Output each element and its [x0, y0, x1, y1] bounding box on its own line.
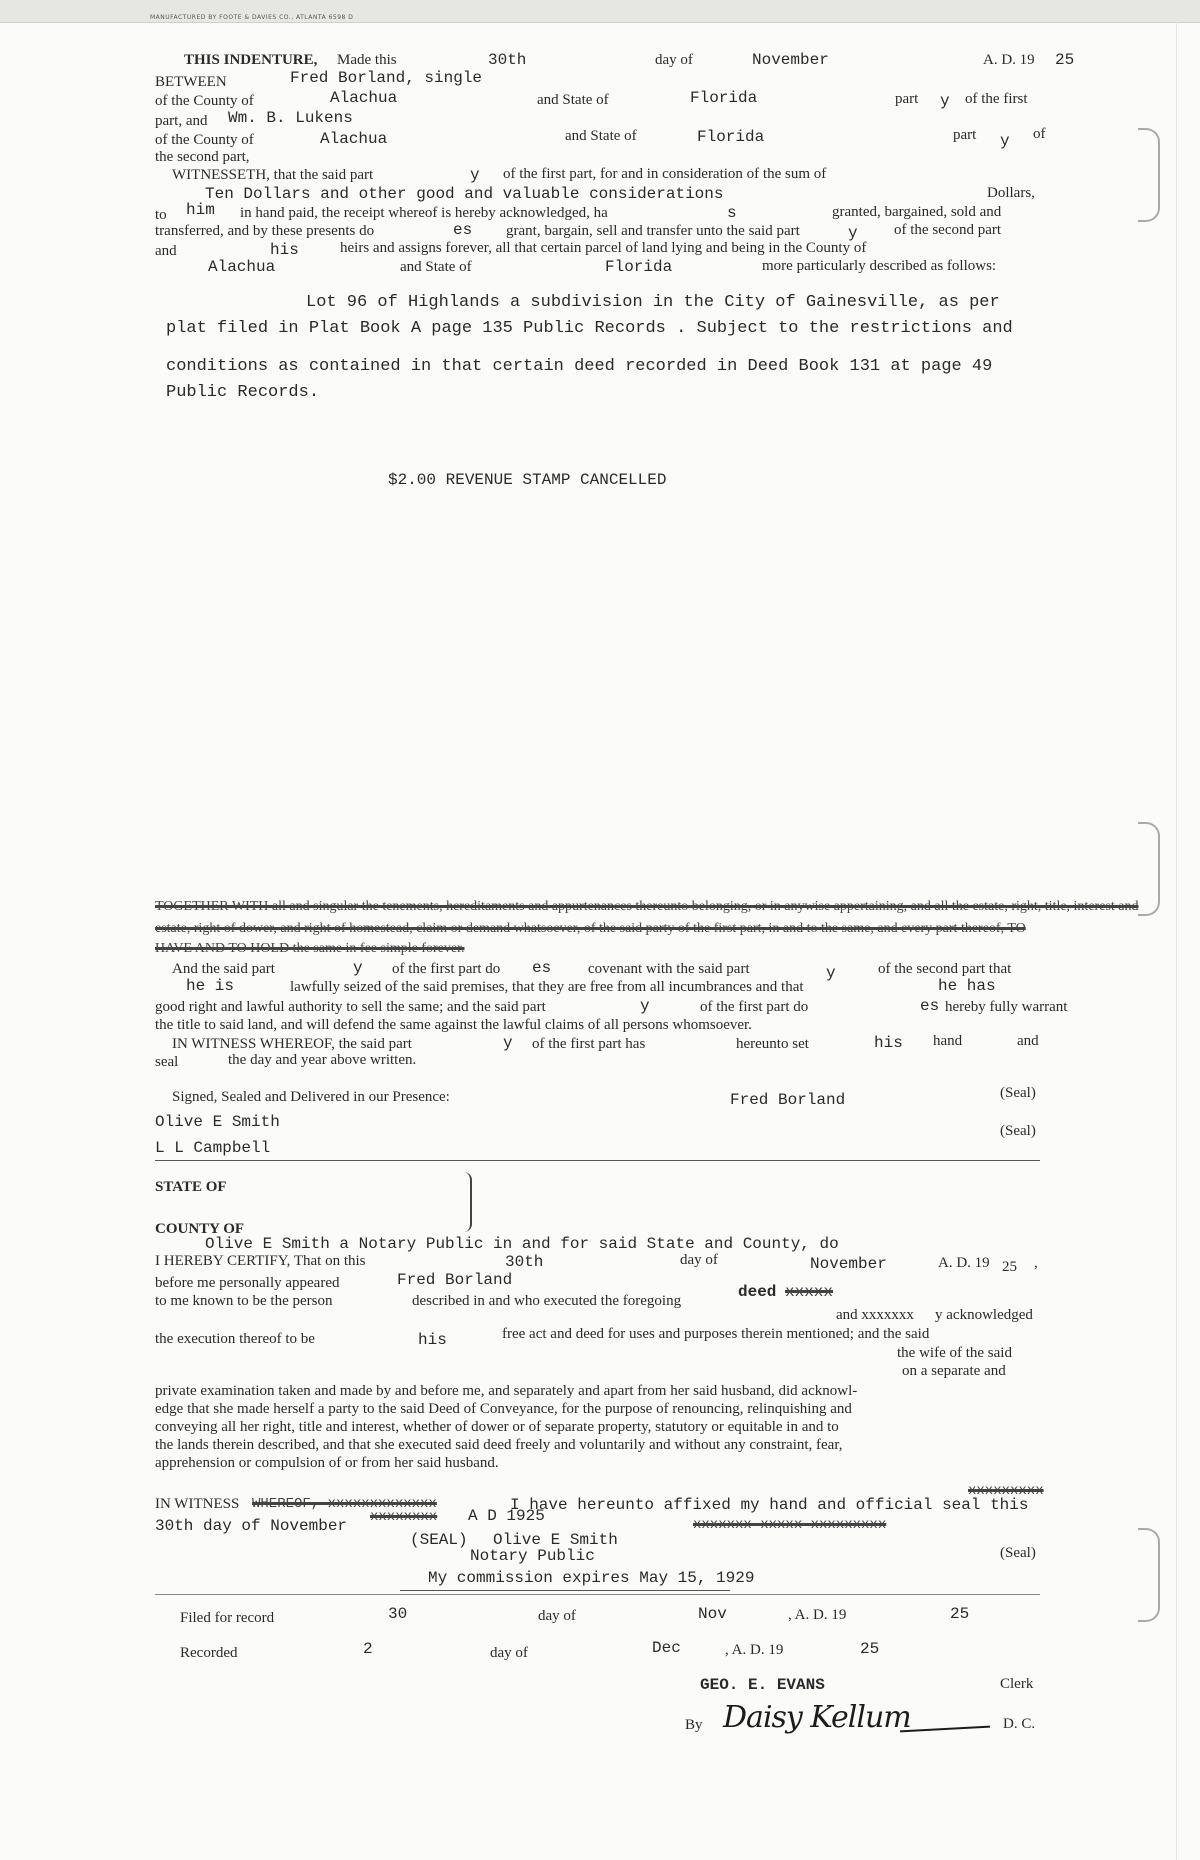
his-pronoun-2: his [874, 1034, 903, 1052]
indenture-heading: THIS INDENTURE, [184, 52, 318, 68]
indenture-year: 25 [1055, 51, 1075, 69]
part-suffix-6: y [826, 964, 836, 982]
good-right-text: good right and lawful authority to sell the same; and the said part [155, 999, 546, 1015]
state-of-heading: STATE OF [155, 1179, 227, 1195]
filed-day-of-label: day of [538, 1608, 576, 1624]
struck-clause-line-3: HAVE AND TO HOLD the same in fee simple forever. [155, 941, 465, 956]
recorded-year: 25 [860, 1640, 880, 1658]
notary-date-line: 30th day of November [155, 1517, 348, 1535]
day-year-above: the day and year above written. [228, 1052, 417, 1068]
seal-mark-2: (Seal) [1000, 1123, 1036, 1139]
hereby-warrant-text: hereby fully warrant [945, 999, 1068, 1015]
notary-seal-label: (SEAL) [410, 1531, 468, 1549]
wife-of-label: the wife of the said [897, 1345, 1012, 1361]
part-suffix-1: y [940, 92, 950, 110]
part-and-label: part, and [155, 113, 208, 129]
and-struck-label: and xxxxxxx [836, 1307, 914, 1323]
instrument-struck: xxxxx [785, 1283, 834, 1301]
by-label: By [685, 1717, 703, 1733]
binder-hole-bottom [1138, 1528, 1160, 1622]
description-line-1: Lot 96 of Highlands a subdivision in the City of Gainesville, as per [306, 293, 1000, 312]
private-exam-line-5: apprehension or compulsion of or from her said husband. [155, 1455, 499, 1471]
recorded-day-of-label: day of [490, 1645, 528, 1661]
notary-year: 25 [1002, 1259, 1017, 1275]
notary-witness-label: IN WITNESS [155, 1496, 240, 1512]
part-label-2: part [953, 127, 977, 143]
grantee-name: Wm. B. Lukens [228, 109, 353, 127]
his-pronoun-1: his [270, 241, 299, 259]
notary-signature: Olive E Smith [493, 1531, 618, 1549]
ad-label: A. D. 19 [983, 52, 1035, 68]
description-line-2: plat filed in Plat Book A page 135 Public Records . Subject to the restrictions and [166, 319, 1013, 338]
state-label-3: and State of [400, 259, 472, 275]
clerk-title: Clerk [1000, 1676, 1034, 1692]
covenant-with-label: covenant with the said part [588, 961, 750, 977]
private-exam-line-3: conveying all her right, title and interest, whether of dower or of separate property, statutory or equitable in and to [155, 1419, 839, 1435]
notary-witness-struck: WHEREOF, xxxxxxxxxxxxx [252, 1496, 437, 1512]
free-act-text: free act and deed for uses and purposes therein mentioned; and the said [502, 1326, 930, 1342]
commission-expiry: My commission expires May 15, 1929 [428, 1569, 755, 1587]
filing-divider [155, 1594, 1040, 1595]
printer-imprint: MANUFACTURED BY FOOTE & DAVIES CO., ATLANTA 6598 D [150, 14, 354, 21]
struck-clause-line-2: estate, right of dower, and right of homestead, claim or demand whatsoever, of the said party of the first part, in and to the same, and every part thereof, TO [155, 921, 1026, 936]
to-whom: him [186, 201, 215, 219]
struck-clause-line-1: TOGETHER WITH all and singular the tenements, hereditaments and appurtenances thereunto belonging, or in anywise appertaining, and all the estate, right, title, interest and [155, 899, 1139, 914]
signed-sealed-label: Signed, Sealed and Delivered in our Presence: [172, 1089, 450, 1105]
and-label-2: and [1017, 1033, 1039, 1049]
private-exam-line-2: edge that she made herself a party to the said Deed of Conveyance, for the purpose of renouncing, relinquishing and [155, 1401, 852, 1417]
part-suffix-2: y [1000, 132, 1010, 150]
revenue-stamp-note: $2.00 REVENUE STAMP CANCELLED [388, 471, 667, 489]
page-top-strip [0, 0, 1200, 23]
indenture-day: 30th [488, 51, 527, 69]
notary-ad-1925: A D 1925 [468, 1507, 545, 1525]
granted-label: granted, bargained, sold and [832, 204, 1002, 220]
land-state: Florida [605, 258, 673, 276]
part-suffix-4: y [848, 224, 858, 242]
recorded-month: Dec [652, 1639, 681, 1657]
notary-comma: , [1034, 1255, 1038, 1271]
separate-label: on a separate and [902, 1363, 1006, 1379]
of-label-2: of [1033, 126, 1046, 142]
notary-county-struck: xxxxxxx xxxxx xxxxxxxxx [693, 1517, 887, 1533]
instrument-type: deed [738, 1283, 777, 1301]
part-suffix-3: y [470, 166, 480, 184]
execution-label: the execution thereof to be [155, 1331, 315, 1347]
title-defend-text: the title to said land, and will defend the same against the lawful claims of all persons whomsoever. [155, 1017, 752, 1033]
dollars-label: Dollars, [987, 185, 1035, 201]
notary-witness-overstrike: xxxxxxxxx [968, 1483, 1044, 1499]
binder-hole-middle [1138, 822, 1160, 916]
binder-hole-top [1138, 128, 1160, 222]
signature-divider [155, 1160, 1040, 1161]
county-of-heading: COUNTY OF [155, 1221, 245, 1237]
made-this-label: Made this [337, 52, 397, 68]
before-me-label: before me personally appeared [155, 1275, 340, 1291]
between-label: BETWEEN [155, 74, 227, 90]
county-label-2: of the County of [155, 132, 254, 148]
recorded-ad-label: , A. D. 19 [725, 1642, 784, 1658]
private-exam-line-1: private examination taken and made by and before me, and separately and apart from her said husband, did acknowl- [155, 1383, 858, 1399]
consideration-lead: of the first part, for and in consideration of the sum of [503, 166, 827, 182]
second-part-that-label: of the second part that [878, 961, 1012, 977]
part-suffix-8: y [503, 1034, 513, 1052]
his-pronoun-3: his [418, 1331, 447, 1349]
first-part-has-label: of the first part has [532, 1036, 646, 1052]
lawfully-seized-text: lawfully seized of the said premises, that they are free from all incumbrances and that [290, 979, 804, 995]
has-suffix: s [727, 204, 737, 222]
filed-for-record-label: Filed for record [180, 1610, 275, 1626]
grantor-state: Florida [690, 89, 758, 107]
to-label: to [155, 207, 167, 223]
seal-mark-1: (Seal) [1000, 1085, 1036, 1101]
second-part-label: the second part, [155, 149, 250, 165]
description-line-3: conditions as contained in that certain deed recorded in Deed Book 131 at page 49 [166, 357, 993, 376]
notary-day: 30th [505, 1253, 544, 1271]
and-said-part-label: And the said part [172, 961, 275, 977]
notary-public-title: Notary Public [470, 1547, 595, 1565]
notary-witness-text: I have hereunto affixed my hand and official seal this [510, 1496, 1029, 1514]
deputy-clerk-signature: Daisy Kellum [723, 1700, 911, 1735]
notary-day-of-label: day of [680, 1252, 718, 1268]
filed-year: 25 [950, 1605, 970, 1623]
page-right-edge [1176, 22, 1177, 1860]
consideration-amount: Ten Dollars and other good and valuable considerations [205, 185, 724, 203]
venue-brace [460, 1172, 472, 1232]
notary-month: November [810, 1255, 887, 1273]
notary-date-struck: xxxxxxxx [370, 1509, 438, 1525]
seal-word: seal [155, 1054, 179, 1070]
does-suffix-2: es [532, 959, 552, 977]
witness-2-signature: L L Campbell [155, 1139, 271, 1157]
grantor-county: Alachua [330, 89, 398, 107]
witnesseth-label: WITNESSETH, that the said part [172, 167, 374, 183]
witness-1-signature: Olive E Smith [155, 1113, 280, 1131]
recorded-day: 2 [363, 1640, 373, 1658]
land-county: Alachua [208, 258, 276, 276]
seal-mark-3: (Seal) [1000, 1545, 1036, 1561]
county-label-1: of the County of [155, 93, 254, 109]
commission-underline [400, 1590, 730, 1591]
state-label-2: and State of [565, 128, 637, 144]
of-second-part-label: of the second part [894, 222, 1002, 238]
does-suffix-1: es [453, 221, 473, 239]
notary-intro: Olive E Smith a Notary Public in and for said State and County, do [205, 1235, 839, 1253]
state-label-1: and State of [537, 92, 609, 108]
of-the-first-label: of the first [965, 91, 1028, 107]
grant-bargain-label: grant, bargain, sell and transfer unto the said part [506, 223, 800, 239]
he-has-text: he has [938, 977, 996, 995]
he-is-text: he is [186, 977, 235, 995]
first-part-do-label-2: of the first part do [700, 999, 809, 1015]
known-to-me-label: to me known to be the person [155, 1293, 333, 1309]
transferred-label: transferred, and by these presents do [155, 223, 375, 239]
described-label: described in and who executed the foregoing [412, 1293, 682, 1309]
grantor-name: Fred Borland, single [290, 69, 483, 87]
in-hand-paid: in hand paid, the receipt whereof is hereby acknowledged, ha [240, 205, 608, 221]
private-exam-line-4: the lands therein described, and that she executed said deed freely and voluntarily and without any constraint, fear, [155, 1437, 843, 1453]
filed-day: 30 [388, 1605, 408, 1623]
acknowledged-label: y acknowledged [935, 1307, 1033, 1323]
and-label: and [155, 243, 177, 259]
part-label-1: part [895, 91, 919, 107]
does-suffix-3: es [920, 997, 940, 1015]
appeared-person: Fred Borland [397, 1271, 513, 1289]
filed-month: Nov [698, 1605, 727, 1623]
part-suffix-5: y [353, 959, 363, 977]
recorded-label: Recorded [180, 1645, 238, 1661]
heirs-assigns-text: heirs and assigns forever, all that certain parcel of land lying and being in the County of [340, 240, 867, 256]
more-particularly-label: more particularly described as follows: [762, 258, 997, 274]
signature-flourish [900, 1726, 990, 1733]
grantor-signature: Fred Borland [730, 1091, 846, 1109]
filed-ad-label: , A. D. 19 [788, 1607, 847, 1623]
day-of-label: day of [655, 52, 693, 68]
clerk-name: GEO. E. EVANS [700, 1676, 825, 1694]
witness-whereof-label: IN WITNESS WHEREOF, the said part [172, 1036, 412, 1052]
grantee-state: Florida [697, 128, 765, 146]
hereby-certify-label: I HEREBY CERTIFY, That on this [155, 1253, 366, 1269]
deputy-clerk-title: D. C. [1003, 1716, 1036, 1732]
notary-ad-label: A. D. 19 [938, 1255, 990, 1271]
grantee-county: Alachua [320, 130, 388, 148]
hand-label: hand [933, 1033, 963, 1049]
description-line-4: Public Records. [166, 383, 320, 402]
hereunto-set-label: hereunto set [736, 1036, 809, 1052]
part-suffix-7: y [640, 997, 650, 1015]
first-part-do-label: of the first part do [392, 961, 501, 977]
indenture-month: November [752, 51, 829, 69]
